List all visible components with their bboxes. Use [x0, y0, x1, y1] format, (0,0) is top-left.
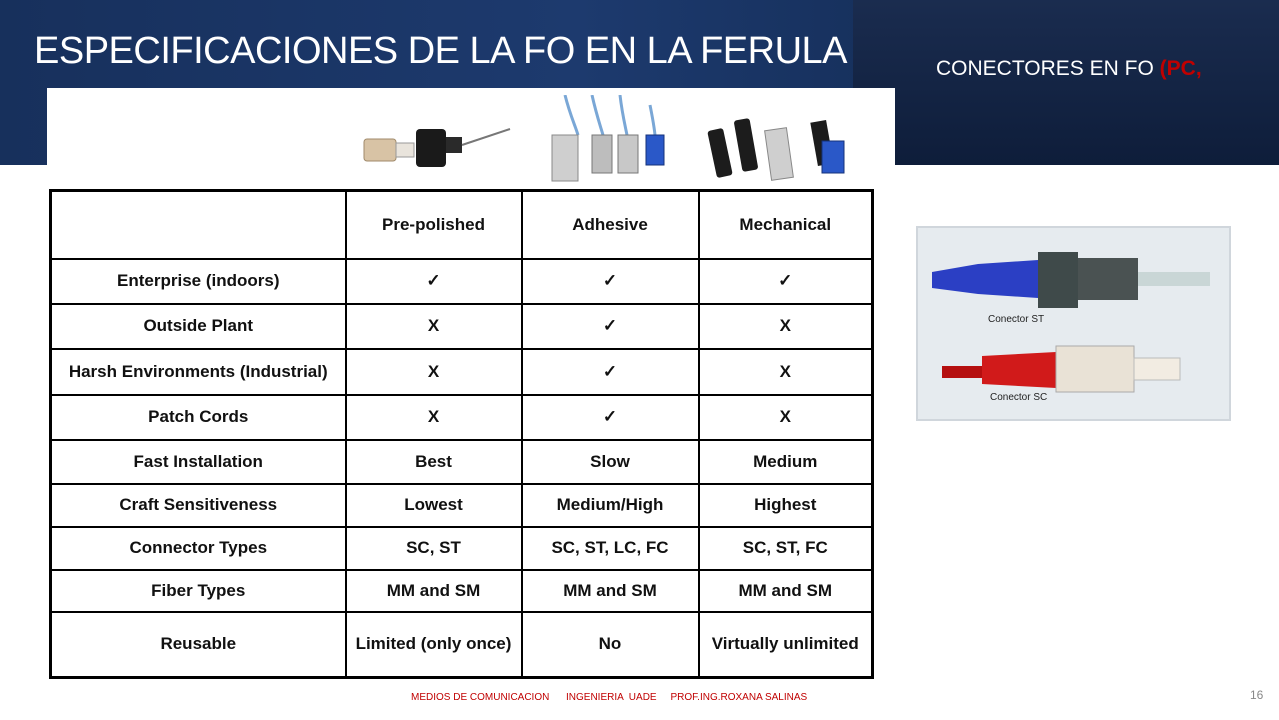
check-icon: ✓	[522, 395, 699, 440]
sc-cable-shape	[942, 366, 982, 378]
row-label: Fiber Types	[51, 570, 346, 612]
row-label: Reusable	[51, 612, 346, 678]
table-row	[51, 527, 873, 570]
table-cell: Limited (only once)	[346, 612, 522, 678]
row-label: Harsh Environments (Industrial)	[51, 349, 346, 395]
check-icon: ✓	[522, 349, 699, 395]
footer-right: PROF.ING.ROXANA SALINAS	[670, 692, 808, 703]
table-row	[51, 259, 873, 304]
subtitle-text: CONECTORES EN FO	[936, 57, 1154, 80]
cross-icon: X	[699, 395, 873, 440]
cross-icon: X	[699, 304, 873, 349]
table-cell: SC, ST, LC, FC	[522, 527, 699, 570]
table-cell: MM and SM	[346, 570, 522, 612]
header-prepolished: Pre-polished	[346, 191, 522, 259]
row-label: Craft Sensitiveness	[51, 484, 346, 527]
sc-body-shape	[1056, 346, 1134, 392]
slide-title: ESPECIFICACIONES DE LA FO EN LA FERULA	[34, 30, 848, 72]
check-icon: ✓	[346, 259, 522, 304]
row-label: Fast Installation	[51, 440, 346, 484]
label-conector-sc: Conector SC	[990, 392, 1048, 403]
sc-ferrule-shape	[1134, 358, 1180, 380]
cross-icon: X	[346, 349, 522, 395]
row-label: Enterprise (indoors)	[51, 259, 346, 304]
footer-mid: INGENIERIA UADE	[566, 692, 657, 703]
table-row	[51, 349, 873, 395]
table-row	[51, 440, 873, 484]
table-row	[51, 304, 873, 349]
slide-subtitle	[936, 57, 1202, 81]
header-empty	[51, 191, 346, 259]
table-cell: No	[522, 612, 699, 678]
mechanical-connectors-image	[707, 118, 844, 180]
table-cell: SC, ST, FC	[699, 527, 873, 570]
comparison-table	[49, 189, 874, 679]
table-cell: Best	[346, 440, 522, 484]
adhesive-connectors-image	[552, 95, 664, 181]
connector-photos	[360, 95, 880, 187]
table-cell: MM and SM	[699, 570, 873, 612]
table-cell: Slow	[522, 440, 699, 484]
cross-icon: X	[699, 349, 873, 395]
label-conector-st: Conector ST	[988, 314, 1045, 325]
st-ferrule-shape	[1138, 272, 1210, 286]
header-adhesive: Adhesive	[522, 191, 699, 259]
sc-boot-shape	[982, 352, 1056, 388]
table-row	[51, 484, 873, 527]
table-cell: MM and SM	[522, 570, 699, 612]
st-nut-shape	[1038, 252, 1078, 308]
check-icon: ✓	[699, 259, 873, 304]
row-label: Connector Types	[51, 527, 346, 570]
table-header-row	[51, 191, 873, 259]
subtitle-banner	[853, 0, 1279, 165]
table-cell: SC, ST	[346, 527, 522, 570]
footer-left: MEDIOS DE COMUNICACION	[411, 692, 550, 703]
row-label: Outside Plant	[51, 304, 346, 349]
header-mechanical: Mechanical	[699, 191, 873, 259]
st-body-shape	[1078, 258, 1138, 300]
table-cell: Medium/High	[522, 484, 699, 527]
table-row	[51, 570, 873, 612]
table-cell: Lowest	[346, 484, 522, 527]
row-label: Patch Cords	[51, 395, 346, 440]
footer	[411, 692, 807, 703]
check-icon: ✓	[522, 259, 699, 304]
subtitle-highlight: (PC,	[1159, 57, 1202, 80]
table-row	[51, 395, 873, 440]
check-icon: ✓	[522, 304, 699, 349]
connectors-illustration	[918, 228, 1229, 419]
connectors-st-sc-photo	[916, 226, 1231, 421]
prepolished-connector-image	[364, 129, 510, 167]
cross-icon: X	[346, 304, 522, 349]
table-cell: Virtually unlimited	[699, 612, 873, 678]
table-cell: Medium	[699, 440, 873, 484]
table-cell: Highest	[699, 484, 873, 527]
cross-icon: X	[346, 395, 522, 440]
page-number: 16	[1250, 688, 1264, 702]
table-row	[51, 612, 873, 678]
